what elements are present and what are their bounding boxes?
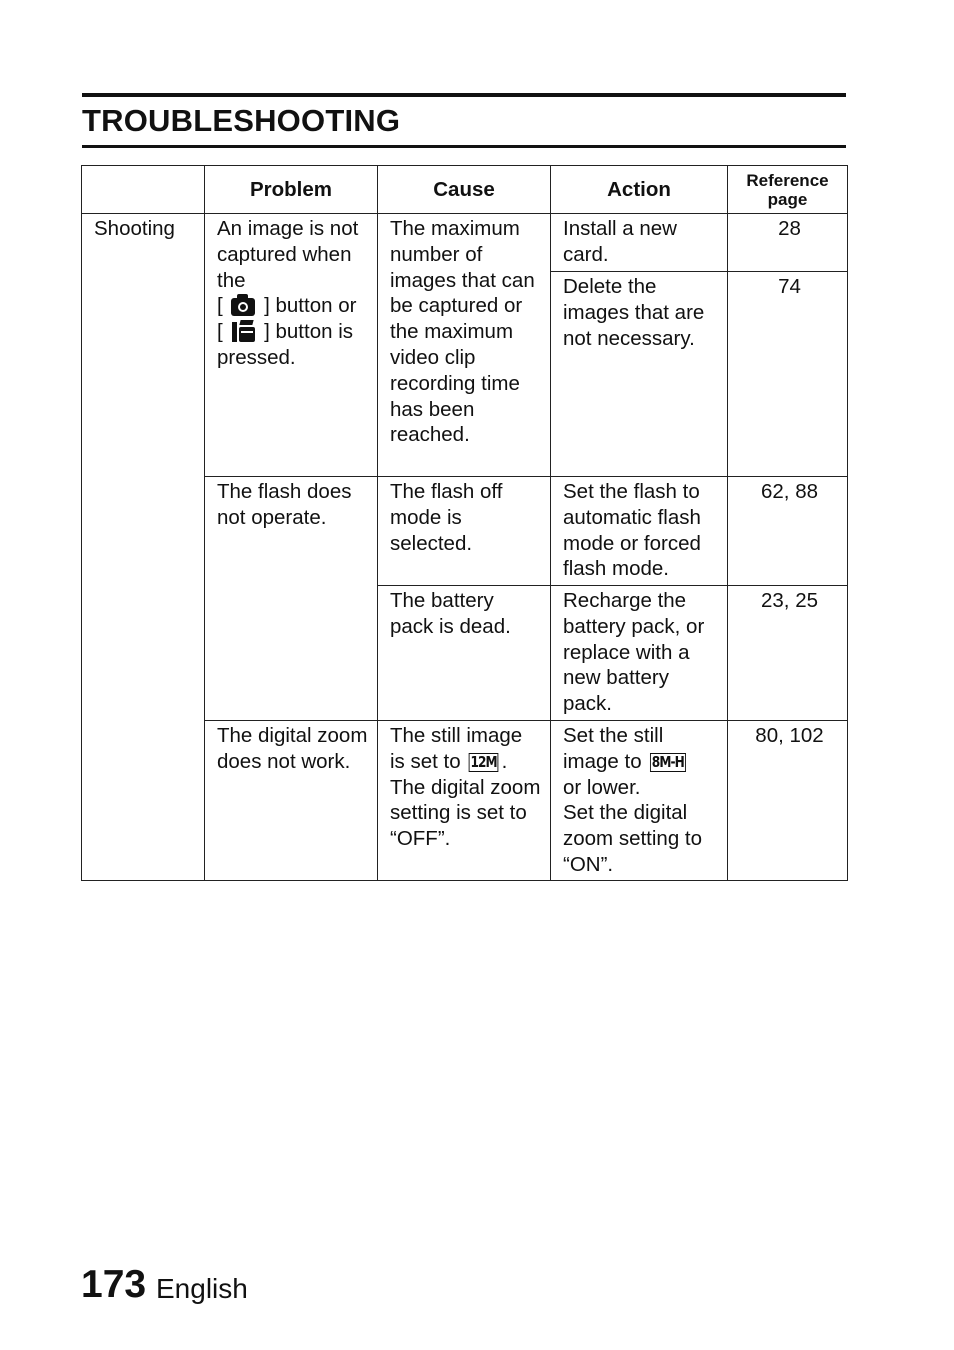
video-camera-icon [230, 319, 256, 343]
action-delete-images: Delete the images that are not necessary. [551, 272, 728, 477]
cause-flash-off: The flash off mode is selected. [378, 477, 551, 586]
cause-max-images: The maximum number of images that can be captured or the maximum video clip recording time has been reached. [378, 214, 551, 477]
header-blank [82, 166, 205, 214]
reference-page: 74 [728, 272, 848, 477]
table-header-row [82, 166, 848, 214]
camera-icon [230, 293, 256, 317]
bracket-open: [ [217, 294, 223, 318]
action-text: or lower. [563, 775, 641, 799]
resolution-12m-icon: 12M [470, 752, 498, 771]
title-top-rule [82, 93, 846, 97]
category-shooting: Shooting [82, 214, 205, 881]
cause-text: . The digital zoom setting is set to “OFF”. [390, 749, 541, 851]
problem-text: ] button is pressed. [217, 320, 353, 369]
action-install-card: Install a new card. [551, 214, 728, 272]
header-reference-line2: page [767, 189, 808, 209]
problem-text: An image is not captured when the [217, 217, 359, 292]
title-bottom-rule [82, 145, 846, 148]
problem-image-not-captured [205, 214, 378, 477]
cause-battery-dead: The battery pack is dead. [378, 586, 551, 721]
reference-page: 23, 25 [728, 586, 848, 721]
problem-text: ] button or [264, 294, 357, 318]
page-language: English [156, 1273, 248, 1304]
action-text: Set the still image to [563, 724, 664, 773]
header-cause: Cause [378, 166, 551, 214]
header-problem: Problem [205, 166, 378, 214]
action-set-resolution [551, 721, 728, 881]
action-recharge-battery: Recharge the battery pack, or replace with a new battery pack. [551, 586, 728, 721]
troubleshooting-table [81, 165, 848, 881]
reference-page: 80, 102 [728, 721, 848, 881]
header-action: Action [551, 166, 728, 214]
problem-digital-zoom: The digital zoom does not work. [205, 721, 378, 881]
cause-text: The still image is set to [390, 724, 523, 773]
cause-resolution [378, 721, 551, 881]
reference-page: 62, 88 [728, 477, 848, 586]
table-row [82, 214, 848, 272]
page-title: TROUBLESHOOTING [82, 103, 401, 138]
action-set-flash: Set the flash to automatic flash mode or forced flash mode. [551, 477, 728, 586]
header-reference-line1: Reference [746, 170, 829, 190]
reference-page: 28 [728, 214, 848, 272]
action-text: Set the digital zoom setting to “ON”. [563, 801, 703, 876]
problem-flash: The flash does not operate. [205, 477, 378, 721]
header-reference-page [728, 166, 848, 214]
bracket-open: [ [217, 320, 223, 344]
page-number: 173 [81, 1263, 147, 1306]
resolution-8mh-icon: 8M-H [652, 752, 685, 771]
